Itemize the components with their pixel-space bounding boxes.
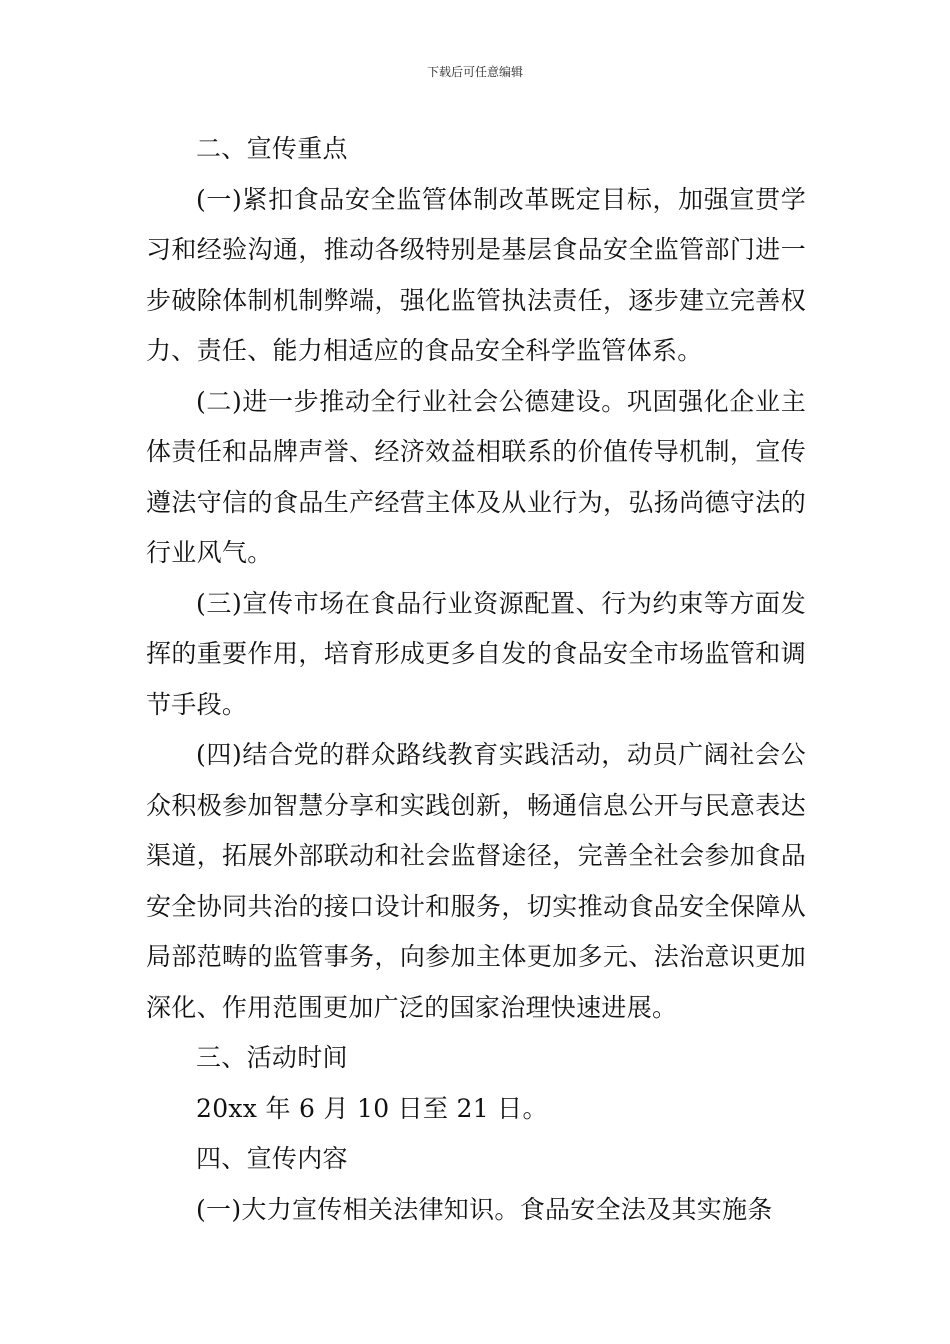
section-3-heading: 三、活动时间: [196, 1043, 348, 1072]
section-2-item-3: (三)宣传市场在食品行业资源配置、行为约束等方面发挥的重要作用，培育形成更多自发的食品安全市场监管和调节手段。: [146, 588, 806, 719]
section-2-item-1: (一)紧扣食品安全监管体制改革既定目标，加强宣贯学习和经验沟通，推动各级特别是基层食品安全监管部门进一步破除体制机制弊端，强化监管执法责任，逐步建立完善权力、责任、能力相适应的食品安全科学监管体系。: [146, 184, 806, 365]
section-2-item-2: (二)进一步推动全行业社会公德建设。巩固强化企业主体责任和品牌声誉、经济效益相联系的价值传导机制，宣传遵法守信的食品生产经营主体及从业行为，弘扬尚德守法的行业风气。: [146, 386, 806, 567]
section-3-text: 20xx 年 6 月 10 日至 21 日。: [196, 1093, 548, 1123]
page-header-note: 下载后可任意编辑: [426, 65, 523, 79]
section-4-item-1: (一)大力宣传相关法律知识。食品安全法及其实施条: [196, 1194, 773, 1224]
section-4-heading: 四、宣传内容: [196, 1144, 348, 1173]
section-2-item-4: (四)结合党的群众路线教育实践活动，动员广阔社会公众积极参加智慧分享和实践创新，畅通信息公开与民意表达渠道，拓展外部联动和社会监督途径，完善全社会参加食品安全协同共治的接口设计和服务，切实推动食品安全保障从局部范畴的监管事务，向参加主体更加多元、法治意识更加深化、作用范围更加广泛的国家治理快速进展。: [146, 740, 806, 1022]
document-body: [146, 124, 806, 1235]
section-2-heading: 二、宣传重点: [196, 134, 348, 163]
